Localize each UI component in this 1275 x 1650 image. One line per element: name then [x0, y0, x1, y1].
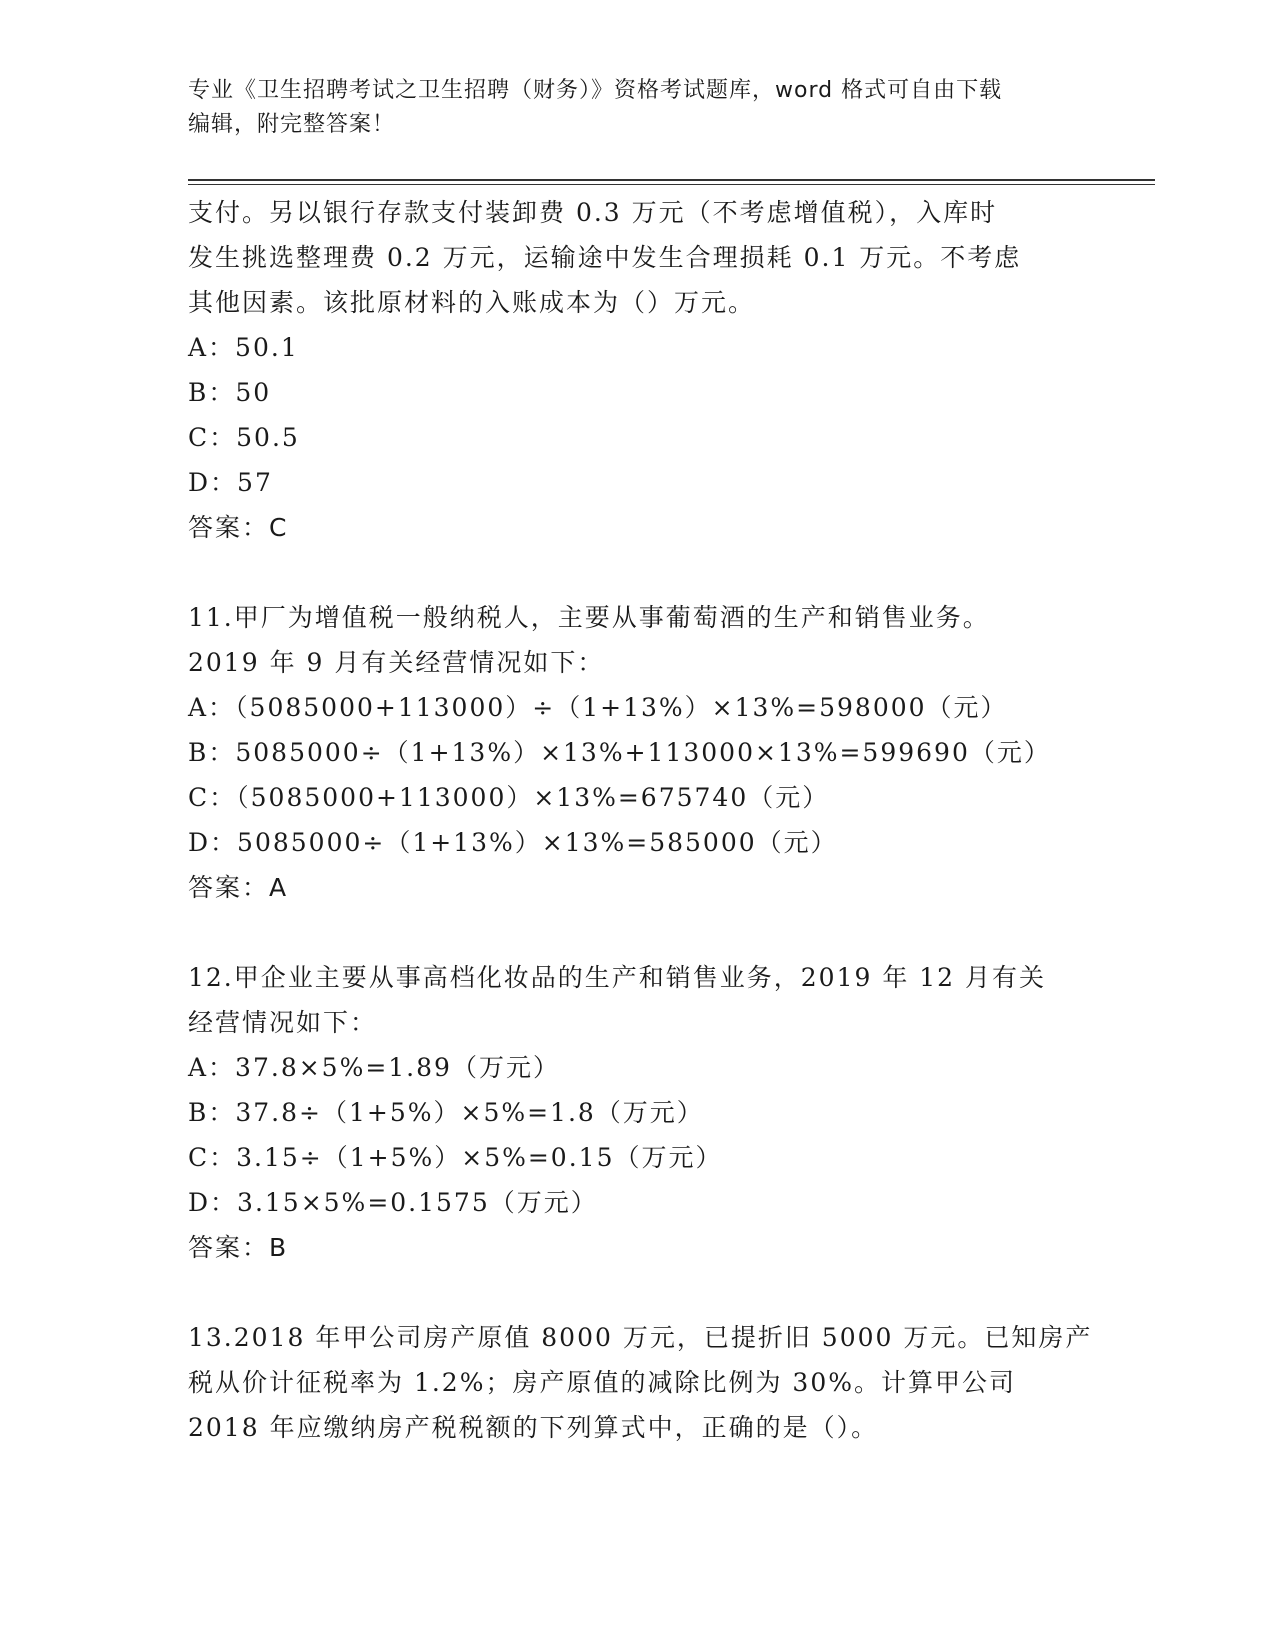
question-stem-line: 13.2018 年甲公司房产原值 8000 万元，已提折旧 5000 万元。已知房产 [188, 1323, 1093, 1352]
answer: 答案：B [188, 1233, 289, 1262]
header-divider-thick [188, 179, 1155, 181]
option-a: A：（5085000+113000）÷（1+13%）×13%=598000（元） [188, 693, 1008, 722]
header-line-2: 编辑，附完整答案！ [188, 112, 396, 137]
question-stem-line: 2018 年应缴纳房产税税额的下列算式中，正确的是（）。 [188, 1413, 879, 1442]
option-c: C：50.5 [188, 423, 300, 452]
question-11 [188, 595, 1088, 910]
spacer [188, 1270, 1088, 1315]
spacer [188, 550, 1088, 595]
question-stem-line: 其他因素。该批原材料的入账成本为（）万元。 [188, 288, 756, 317]
question-stem-line: 11.甲厂为增值税一般纳税人，主要从事葡萄酒的生产和销售业务。 [188, 603, 990, 632]
question-12 [188, 955, 1088, 1270]
question-stem-line: 2019 年 9 月有关经营情况如下： [188, 648, 605, 677]
answer: 答案：A [188, 873, 289, 902]
header-line-1: 专业《卫生招聘考试之卫生招聘（财务）》资格考试题库，word 格式可自由下载 [188, 78, 1003, 103]
question-13 [188, 1315, 1093, 1450]
document-header [188, 74, 1088, 142]
option-c: C：（5085000+113000）×13%=675740（元） [188, 783, 830, 812]
header-divider-thin [188, 184, 1155, 185]
spacer [188, 910, 1088, 955]
option-c: C：3.15÷（1+5%）×5%=0.15（万元） [188, 1143, 723, 1172]
option-b: B：5085000÷（1+13%）×13%+113000×13%=599690（元） [188, 738, 1051, 767]
answer: 答案：C [188, 513, 289, 542]
question-content [188, 190, 1093, 1450]
option-b: B：37.8÷（1+5%）×5%=1.8（万元） [188, 1098, 704, 1127]
question-stem-line: 经营情况如下： [188, 1008, 378, 1037]
option-a: A：50.1 [188, 333, 299, 362]
question-stem-line: 支付。另以银行存款支付装卸费 0.3 万元（不考虑增值税），入库时 [188, 198, 998, 227]
option-d: D：57 [188, 468, 273, 497]
option-d: D：3.15×5%=0.1575（万元） [188, 1188, 598, 1217]
option-d: D：5085000÷（1+13%）×13%=585000（元） [188, 828, 838, 857]
question-stem-line: 发生挑选整理费 0.2 万元，运输途中发生合理损耗 0.1 万元。不考虑 [188, 243, 1022, 272]
question-stem-line: 12.甲企业主要从事高档化妆品的生产和销售业务，2019 年 12 月有关 [188, 963, 1047, 992]
option-b: B：50 [188, 378, 272, 407]
question-stem-line: 税从价计征税率为 1.2%；房产原值的减除比例为 30%。计算甲公司 [188, 1368, 1016, 1397]
option-a: A：37.8×5%=1.89（万元） [188, 1053, 560, 1082]
question-10 [188, 190, 1088, 550]
